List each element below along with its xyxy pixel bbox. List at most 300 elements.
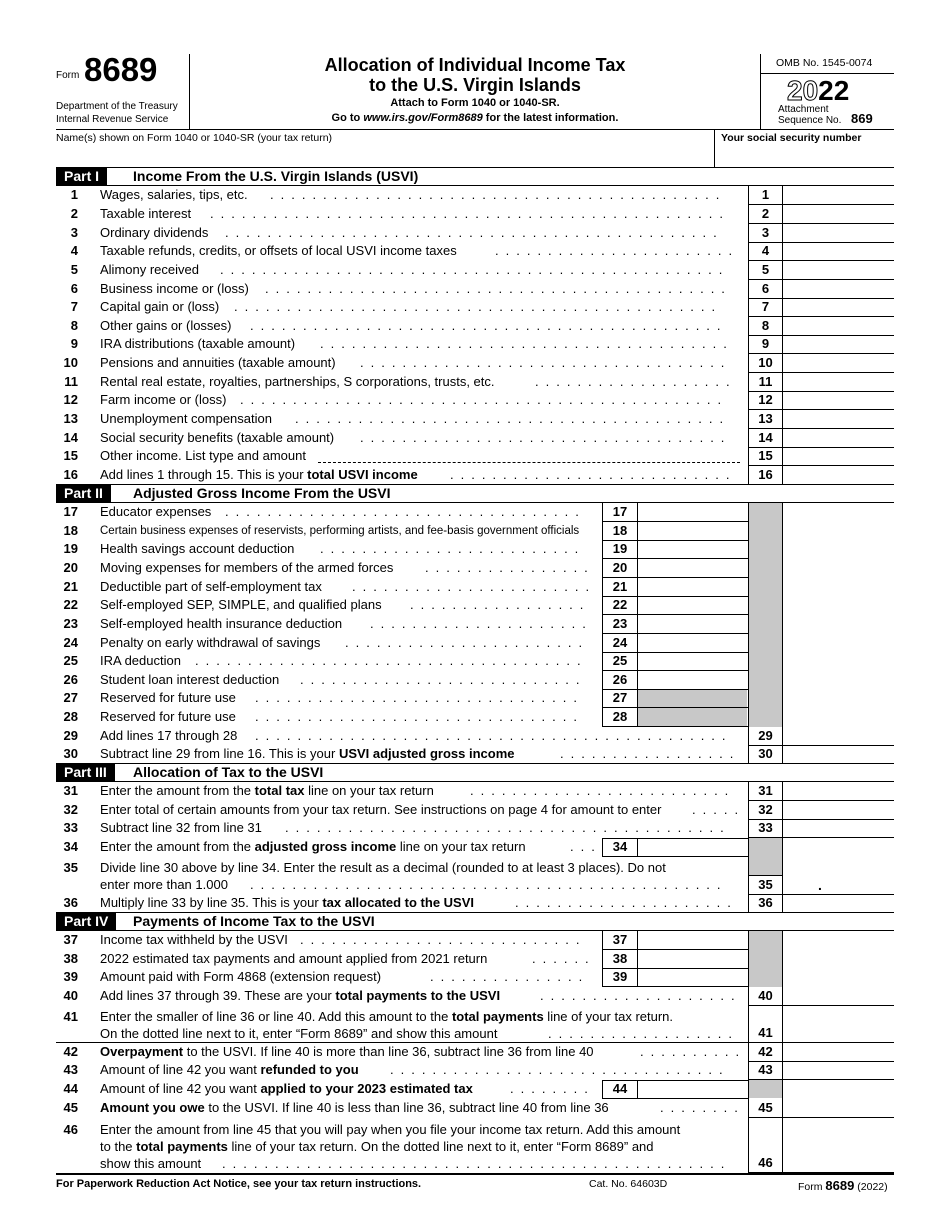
line-42-box-label: 42: [758, 1044, 773, 1059]
line-20-amount-input[interactable]: [638, 559, 748, 577]
line-number: 10: [63, 355, 78, 370]
decimal-point: .: [818, 877, 822, 893]
line-text: Amount paid with Form 4868 (extension request): [100, 969, 382, 984]
line-3-amount-input[interactable]: [783, 224, 894, 242]
leader-dots: .............................................: [255, 728, 733, 743]
line-number: 35: [63, 860, 78, 875]
line-text: total tax: [254, 783, 305, 798]
line-description: [100, 523, 579, 539]
line-number: 8: [70, 318, 78, 333]
line-19-box-label: 19: [612, 541, 628, 556]
line-25-amount-input[interactable]: [638, 652, 748, 670]
line-number: 34: [63, 839, 78, 854]
line-31-amount-input[interactable]: [783, 782, 894, 800]
line-17-amount-input[interactable]: [638, 503, 748, 521]
shaded-cell: [749, 838, 782, 875]
line-29-box-label: 29: [758, 728, 773, 743]
name-input[interactable]: [56, 145, 714, 165]
line-1-amount-input[interactable]: [783, 186, 894, 204]
line-text: Amount of line 42 you want: [100, 1081, 261, 1096]
line-text: Farm income or (loss): [100, 392, 227, 407]
line-description: [100, 411, 272, 427]
line-40-amount-input[interactable]: [783, 987, 894, 1005]
line-number: 15: [63, 448, 78, 463]
line-8-amount-input[interactable]: [783, 317, 894, 335]
line-description: [100, 597, 382, 613]
line-text: IRA distributions (taxable amount): [100, 336, 296, 351]
line-18-amount-input[interactable]: [638, 522, 748, 540]
line-description: [100, 728, 237, 744]
line-text: Amount you owe: [100, 1100, 205, 1115]
form-word: Form: [56, 70, 80, 81]
part-4-title: Payments of Income Tax to the USVI: [133, 913, 375, 929]
line-number: 29: [63, 728, 78, 743]
line-text: Unemployment compensation: [100, 411, 272, 426]
line-text: Reserved for future use: [100, 709, 236, 724]
line-27-box-label: 27: [612, 690, 628, 705]
leader-dots: ...........................: [300, 672, 587, 687]
line-17-box-label: 17: [612, 504, 628, 519]
shaded-cell: [749, 931, 782, 987]
line-13-box-label: 13: [758, 411, 773, 426]
line-description: [100, 579, 322, 595]
line-description: [100, 635, 320, 651]
form-title-line2: to the U.S. Virgin Islands: [369, 75, 581, 95]
line-description: [100, 467, 418, 483]
line-37-amount-input[interactable]: [638, 931, 748, 949]
line-text: Add lines 1 through 15. This is your: [100, 467, 308, 482]
line-description: [100, 299, 219, 315]
line-description: [100, 653, 181, 669]
line-10-box-label: 10: [758, 355, 773, 370]
line-text: total payments: [136, 1139, 228, 1154]
irs-url-link[interactable]: www.irs.gov/Form8689: [363, 112, 483, 124]
irs-label: Internal Revenue Service: [56, 114, 169, 125]
line-44-box-label: 44: [612, 1081, 628, 1096]
name-field-label: Name(s) shown on Form 1040 or 1040-SR (your tax return): [56, 132, 333, 144]
line-text: Moving expenses for members of the armed forces: [100, 560, 394, 575]
dept-treasury: Department of the Treasury: [56, 101, 178, 112]
line-text: Student loan interest deduction: [100, 672, 280, 687]
paperwork-notice: For Paperwork Reduction Act Notice, see your tax return instructions.: [56, 1178, 422, 1190]
leader-dots: .....................................: [195, 653, 588, 668]
line-30-amount-input[interactable]: [783, 745, 894, 763]
line-text: applied to your 2023 estimated tax: [260, 1081, 473, 1096]
line-text: to the: [100, 1139, 137, 1154]
leader-dots: .....................: [370, 616, 593, 631]
leader-dots: ...........................: [450, 467, 737, 482]
part-2-title: Adjusted Gross Income From the USVI: [133, 485, 391, 501]
line-40-box-label: 40: [758, 988, 773, 1003]
line-text: Ordinary dividends: [100, 225, 209, 240]
line-18-box-label: 18: [612, 523, 628, 538]
line-7-box-label: 7: [761, 299, 770, 314]
line-text: Add lines 17 through 28: [100, 728, 238, 743]
leader-dots: .......................: [352, 579, 597, 594]
footer-year: (2022): [857, 1181, 888, 1193]
line-35-amount-input[interactable]: [783, 876, 894, 894]
line-number: 18: [63, 523, 78, 538]
line-12-amount-input[interactable]: [783, 391, 894, 409]
line-text: Self-employed SEP, SIMPLE, and qualified plans: [100, 597, 382, 612]
line-number: 19: [63, 541, 78, 556]
line-23-amount-input[interactable]: [638, 615, 748, 633]
leader-dots: ...................................: [360, 430, 732, 445]
line-description: [100, 1009, 673, 1025]
leader-dots: ..........: [640, 1044, 747, 1059]
line-description: [100, 225, 208, 241]
line-14-amount-input[interactable]: [783, 429, 894, 447]
line-text: Taxable interest: [100, 206, 192, 221]
line-28-box-label: 28: [612, 709, 628, 724]
line-description: [100, 690, 236, 706]
line-19-amount-input[interactable]: [638, 540, 748, 558]
year-outline: 20: [787, 75, 819, 106]
leader-dots: .....: [692, 802, 746, 817]
line-14-box-label: 14: [758, 430, 773, 445]
sequence-label: Sequence No.: [778, 115, 842, 126]
leader-dots: ...............: [430, 969, 590, 984]
line-22-amount-input[interactable]: [638, 596, 748, 614]
line-20-box-label: 20: [612, 560, 628, 575]
line-36-box-label: 36: [758, 895, 773, 910]
line-34-box-label: 34: [612, 839, 628, 854]
leader-dots: ..................: [548, 1026, 740, 1041]
leader-dots: .................: [410, 597, 591, 612]
line-4-box-label: 4: [761, 243, 770, 258]
line-description: [100, 374, 495, 390]
line-15-box-label: 15: [758, 448, 773, 463]
shaded-cell: [749, 1080, 782, 1098]
line-description: [100, 541, 294, 557]
line-12-box-label: 12: [758, 392, 773, 407]
line-text: Amount of line 42 you want: [100, 1062, 261, 1077]
line-45-amount-input[interactable]: [783, 1099, 894, 1117]
line-8-box-label: 8: [761, 318, 770, 333]
ssn-input[interactable]: [721, 145, 891, 165]
line-text: Add lines 37 through 39. These are your: [100, 988, 336, 1003]
line-27-amount-input[interactable]: [638, 689, 748, 707]
line-number: 5: [70, 262, 78, 277]
line-number: 44: [63, 1081, 78, 1096]
line-text: Divide line 30 above by line 34. Enter the result as a decimal (rounded to at least 3 places). Do not: [100, 860, 666, 875]
line-text: Rental real estate, royalties, partnerships, S corporations, trusts, etc.: [100, 374, 495, 389]
line-46-box-label: 46: [758, 1155, 773, 1170]
line-description: [100, 1156, 201, 1172]
line-24-box-label: 24: [612, 635, 628, 650]
line-description: [100, 1139, 654, 1155]
line-26-amount-input[interactable]: [638, 671, 748, 689]
leader-dots: .........................: [470, 783, 736, 798]
line-number: 17: [63, 504, 78, 519]
line-description: [100, 1122, 680, 1138]
part-1-title: Income From the U.S. Virgin Islands (USVI): [133, 168, 419, 184]
line-number: 31: [63, 783, 78, 798]
leader-dots: ........: [510, 1081, 595, 1096]
leader-dots: .......................: [345, 635, 590, 650]
line-42-amount-input[interactable]: [783, 1043, 894, 1061]
line-13-amount-input[interactable]: [783, 410, 894, 428]
line-number: 7: [70, 299, 78, 314]
line-26-box-label: 26: [612, 672, 628, 687]
line-text: Self-employed health insurance deduction: [100, 616, 343, 631]
line-number: 2: [70, 206, 78, 221]
line-number: 45: [63, 1100, 78, 1115]
line-text: to the USVI. If line 40 is more than line 36, subtract line 36 from line 40: [183, 1044, 594, 1059]
line-21-box-label: 21: [612, 579, 628, 594]
leader-dots: ...: [570, 839, 602, 854]
footer-form-number: 8689: [825, 1178, 855, 1193]
line-description: [100, 820, 262, 836]
part-1-label: Part I: [56, 168, 107, 185]
line-text: Enter the amount from the: [100, 839, 255, 854]
leader-dots: ........: [660, 1100, 745, 1115]
ssn-label: Your social security number: [721, 132, 862, 144]
leader-dots: ...............................: [255, 690, 584, 705]
line-description: [100, 672, 279, 688]
leader-dots: .............................................: [250, 877, 728, 892]
leader-dots: ................: [425, 560, 595, 575]
line-description: [100, 895, 474, 911]
line-description: [100, 783, 434, 799]
line-10-amount-input[interactable]: [783, 354, 894, 372]
leader-dots: ................................................: [222, 1156, 732, 1171]
line-28-amount-input[interactable]: [638, 708, 748, 726]
line-number: 12: [63, 392, 78, 407]
line-text: Business income or (loss): [100, 281, 249, 296]
leader-dots: ...................: [535, 374, 737, 389]
line-31-box-label: 31: [758, 783, 773, 798]
line-1-box-label: 1: [761, 187, 770, 202]
line-text: line of your tax return.: [543, 1009, 674, 1024]
line-description: [100, 1081, 473, 1097]
line-33-amount-input[interactable]: [783, 819, 894, 837]
line-description: [100, 448, 306, 464]
line-description: [100, 392, 226, 408]
line-text: Other gains or (losses): [100, 318, 232, 333]
line-24-amount-input[interactable]: [638, 634, 748, 652]
line-description: [100, 860, 666, 876]
line-38-amount-input[interactable]: [638, 950, 748, 968]
line-39-amount-input[interactable]: [638, 968, 748, 986]
line-16-box-label: 16: [758, 467, 773, 482]
leader-dots: .................: [560, 746, 741, 761]
attach-instruction: Attach to Form 1040 or 1040-SR.: [390, 97, 560, 109]
line-11-amount-input[interactable]: [783, 373, 894, 391]
line-number: 28: [63, 709, 78, 724]
line-description: [100, 1026, 497, 1042]
line-description: [100, 616, 342, 632]
line-number: 27: [63, 690, 78, 705]
line-text: Income tax withheld by the USVI: [100, 932, 288, 947]
shaded-cell: [749, 503, 782, 727]
form-title-line1: Allocation of Individual Income Tax: [324, 55, 626, 75]
line-description: [100, 802, 661, 818]
line-30-box-label: 30: [758, 746, 773, 761]
line-6-amount-input[interactable]: [783, 280, 894, 298]
line-43-amount-input[interactable]: [783, 1061, 894, 1079]
line-44-amount-input[interactable]: [638, 1080, 748, 1098]
line-21-amount-input[interactable]: [638, 578, 748, 596]
omb-number: OMB No. 1545-0074: [776, 57, 873, 69]
line-number: 43: [63, 1062, 78, 1077]
line-number: 20: [63, 560, 78, 575]
leader-dots: ..................................: [225, 504, 586, 519]
line-text: enter more than 1.000: [100, 877, 228, 892]
line-description: [100, 839, 526, 855]
line-text: Health savings account deduction: [100, 541, 295, 556]
line-29-amount-input[interactable]: [783, 727, 894, 745]
line-description: [100, 281, 249, 297]
line-description: [100, 709, 236, 725]
other-income-dotted-line[interactable]: [318, 462, 740, 463]
line-number: 21: [63, 579, 78, 594]
part-3-label: Part III: [56, 764, 115, 781]
line-text: Social security benefits (taxable amount): [100, 430, 335, 445]
line-15-amount-input[interactable]: [783, 447, 894, 465]
line-text: Enter the amount from line 45 that you will pay when you file your income tax return. Add this amount: [100, 1122, 681, 1137]
line-number: 11: [64, 374, 78, 389]
line-text: Subtract line 29 from line 16. This is your: [100, 746, 339, 761]
leader-dots: ......: [532, 951, 596, 966]
line-description: [100, 355, 336, 371]
line-32-amount-input[interactable]: [783, 801, 894, 819]
line-description: [100, 877, 228, 893]
tax-year: [787, 75, 849, 107]
line-9-amount-input[interactable]: [783, 335, 894, 353]
line-number: 36: [63, 895, 78, 910]
line-6-box-label: 6: [761, 281, 770, 296]
line-39-box-label: 39: [612, 969, 628, 984]
leader-dots: ..............................................: [240, 392, 729, 407]
leader-dots: ............................................: [265, 281, 732, 296]
line-text: IRA deduction: [100, 653, 181, 668]
line-number: 46: [63, 1122, 78, 1137]
goto-prefix: Go to: [331, 112, 364, 124]
line-35-box-label: 35: [758, 877, 773, 892]
catalog-number: Cat. No. 64603D: [589, 1178, 668, 1190]
line-text: Capital gain or (loss): [100, 299, 220, 314]
line-number: 9: [70, 336, 78, 351]
line-text: to the USVI. If line 40 is less than line 36, subtract line 40 from line 36: [204, 1100, 609, 1115]
leader-dots: .........................: [320, 541, 586, 556]
line-23-box-label: 23: [612, 616, 628, 631]
line-5-box-label: 5: [761, 262, 770, 277]
line-text: show this amount: [100, 1156, 202, 1171]
line-text: On the dotted line next to it, enter “Form 8689” and show this amount: [100, 1026, 498, 1041]
line-2-box-label: 2: [761, 206, 770, 221]
line-text: Wages, salaries, tips, etc.: [100, 187, 248, 202]
leader-dots: ...............................................: [225, 225, 724, 240]
line-number: 3: [70, 225, 78, 240]
line-number: 14: [63, 430, 78, 445]
line-text: line on your tax return: [304, 783, 434, 798]
leader-dots: ...................: [540, 988, 742, 1003]
line-text: Other income. List type and amount: [100, 448, 306, 463]
leader-dots: ..........................................: [285, 820, 731, 835]
line-description: [100, 318, 232, 334]
line-text: total payments to the USVI: [335, 988, 501, 1003]
line-description: [100, 988, 500, 1004]
line-number: 41: [63, 1009, 78, 1024]
line-text: total USVI income: [307, 467, 418, 482]
line-4-amount-input[interactable]: [783, 242, 894, 260]
line-text: Overpayment: [100, 1044, 184, 1059]
line-46-amount-input[interactable]: [783, 1154, 894, 1172]
line-16-amount-input[interactable]: [783, 466, 894, 484]
line-5-amount-input[interactable]: [783, 261, 894, 279]
line-text: Enter the smaller of line 36 or line 40. Add this amount to the: [100, 1009, 452, 1024]
line-text: line on your tax return: [396, 839, 526, 854]
line-number: 38: [63, 951, 78, 966]
line-33-box-label: 33: [758, 820, 773, 835]
leader-dots: ...................................: [360, 355, 732, 370]
line-text: Alimony received: [100, 262, 199, 277]
line-7-amount-input[interactable]: [783, 298, 894, 316]
line-number: 33: [63, 820, 78, 835]
part-4-label: Part IV: [56, 913, 116, 930]
line-text: 2022 estimated tax payments and amount applied from 2021 return: [100, 951, 488, 966]
line-number: 23: [63, 616, 78, 631]
line-text: USVI adjusted gross income: [338, 746, 515, 761]
sequence-number: 869: [851, 111, 873, 126]
line-description: [100, 430, 334, 446]
part-3-title: Allocation of Tax to the USVI: [133, 764, 324, 780]
line-34-amount-input[interactable]: [638, 838, 748, 856]
line-text: Enter the amount from the: [100, 783, 255, 798]
leader-dots: .......................................: [320, 336, 734, 351]
line-text: line of your tax return. On the dotted line next to it, enter “Form 8689” and: [227, 1139, 654, 1154]
line-number: 25: [63, 653, 78, 668]
line-description: [100, 932, 288, 948]
leader-dots: ................................................: [220, 262, 730, 277]
line-number: 6: [70, 281, 78, 296]
line-number: 4: [70, 243, 78, 258]
line-description: [100, 1100, 609, 1116]
line-text: Penalty on early withdrawal of savings: [100, 635, 321, 650]
line-3-box-label: 3: [761, 225, 770, 240]
line-number: 39: [63, 969, 78, 984]
line-description: [100, 951, 487, 967]
line-text: Pensions and annuities (taxable amount): [100, 355, 336, 370]
line-text: total payments: [451, 1009, 544, 1024]
goto-suffix: for the latest information.: [482, 112, 619, 124]
line-11-box-label: 11: [758, 374, 773, 389]
line-text: Educator expenses: [100, 504, 212, 519]
leader-dots: .............................................: [250, 318, 728, 333]
goto-instruction: [190, 112, 760, 124]
line-text: tax allocated to the USVI: [322, 895, 475, 910]
line-description: [100, 187, 248, 203]
leader-dots: ...............................: [255, 709, 584, 724]
leader-dots: .....................: [515, 895, 738, 910]
line-32-box-label: 32: [758, 802, 773, 817]
line-number: 1: [70, 187, 78, 202]
leader-dots: .......................: [495, 243, 740, 258]
line-description: [100, 969, 381, 985]
line-41-amount-input[interactable]: [783, 1024, 894, 1042]
leader-dots: ..............................................: [234, 299, 723, 314]
line-2-amount-input[interactable]: [783, 205, 894, 223]
line-number: 37: [63, 932, 78, 947]
line-text: Deductible part of self-employment tax: [100, 579, 322, 594]
line-36-amount-input[interactable]: [783, 894, 894, 912]
line-text: Subtract line 32 from line 31: [100, 820, 262, 835]
line-description: [100, 560, 393, 576]
line-description: [100, 1044, 594, 1060]
line-38-box-label: 38: [612, 951, 628, 966]
line-description: [100, 1062, 359, 1078]
